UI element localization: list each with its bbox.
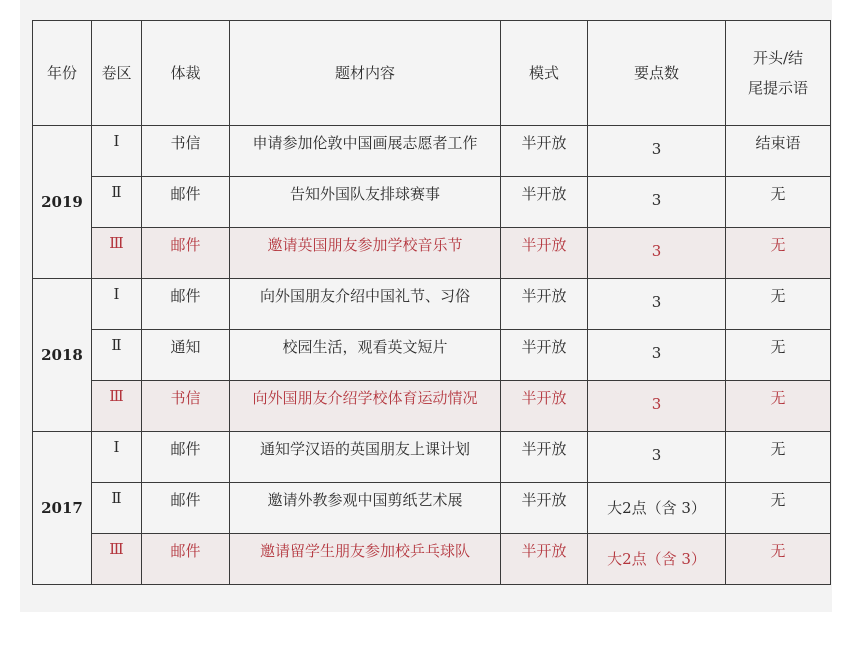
header-year: 年份 [33, 21, 92, 126]
prompt-cell: 无 [726, 177, 831, 228]
topic-cell: 向外国朋友介绍中国礼节、习俗 [230, 279, 501, 330]
table-row [33, 534, 831, 585]
table-row [33, 279, 831, 330]
prompt-cell: 无 [726, 483, 831, 534]
topic-cell: 邀请留学生朋友参加校乒乓球队 [230, 534, 501, 585]
topic-cell: 告知外国队友排球赛事 [230, 177, 501, 228]
mode-cell: 半开放 [501, 126, 588, 177]
topic-cell: 申请参加伦敦中国画展志愿者工作 [230, 126, 501, 177]
header-mode: 模式 [501, 21, 588, 126]
genre-cell: 邮件 [142, 432, 230, 483]
prompt-cell: 无 [726, 381, 831, 432]
table-body [33, 126, 831, 585]
mode-cell: 半开放 [501, 432, 588, 483]
points-cell: 3 [588, 126, 726, 177]
topic-cell: 邀请英国朋友参加学校音乐节 [230, 228, 501, 279]
genre-cell: 邮件 [142, 177, 230, 228]
points-cell: 3 [588, 432, 726, 483]
mode-cell: 半开放 [501, 330, 588, 381]
prompt-cell: 无 [726, 432, 831, 483]
mode-cell: 半开放 [501, 177, 588, 228]
header-prompt [726, 21, 831, 126]
header-topic: 题材内容 [230, 21, 501, 126]
table-row [33, 330, 831, 381]
juan-cell: Ⅲ [92, 534, 142, 585]
juan-cell: Ⅰ [92, 279, 142, 330]
header-juan: 卷区 [92, 21, 142, 126]
juan-cell: Ⅲ [92, 381, 142, 432]
prompt-cell: 无 [726, 330, 831, 381]
points-cell: 3 [588, 228, 726, 279]
juan-cell: Ⅱ [92, 177, 142, 228]
exam-writing-table [32, 20, 831, 585]
year-cell: 2018 [33, 279, 92, 432]
mode-cell: 半开放 [501, 534, 588, 585]
juan-cell: Ⅰ [92, 126, 142, 177]
topic-cell: 校园生活，观看英文短片 [230, 330, 501, 381]
header-points: 要点数 [588, 21, 726, 126]
juan-cell: Ⅲ [92, 228, 142, 279]
prompt-cell: 结束语 [726, 126, 831, 177]
prompt-cell: 无 [726, 228, 831, 279]
genre-cell: 书信 [142, 126, 230, 177]
mode-cell: 半开放 [501, 381, 588, 432]
header-row [33, 21, 831, 126]
table-row [33, 432, 831, 483]
points-cell: 大2点（含 3） [588, 483, 726, 534]
year-cell: 2017 [33, 432, 92, 585]
juan-cell: Ⅱ [92, 483, 142, 534]
points-cell: 大2点（含 3） [588, 534, 726, 585]
points-cell: 3 [588, 279, 726, 330]
points-cell: 3 [588, 381, 726, 432]
genre-cell: 通知 [142, 330, 230, 381]
mode-cell: 半开放 [501, 279, 588, 330]
year-cell: 2019 [33, 126, 92, 279]
document-sheet [20, 0, 832, 612]
header-prompt-line2: 尾提示语 [747, 79, 808, 97]
genre-cell: 邮件 [142, 279, 230, 330]
topic-cell: 邀请外教参观中国剪纸艺术展 [230, 483, 501, 534]
table-row [33, 228, 831, 279]
juan-cell: Ⅰ [92, 432, 142, 483]
table-row [33, 177, 831, 228]
header-prompt-line1: 开头/结 [752, 49, 804, 67]
topic-cell: 向外国朋友介绍学校体育运动情况 [230, 381, 501, 432]
genre-cell: 邮件 [142, 534, 230, 585]
table-row [33, 126, 831, 177]
points-cell: 3 [588, 177, 726, 228]
genre-cell: 邮件 [142, 483, 230, 534]
mode-cell: 半开放 [501, 228, 588, 279]
topic-cell: 通知学汉语的英国朋友上课计划 [230, 432, 501, 483]
table-row [33, 381, 831, 432]
juan-cell: Ⅱ [92, 330, 142, 381]
mode-cell: 半开放 [501, 483, 588, 534]
table-row [33, 483, 831, 534]
genre-cell: 邮件 [142, 228, 230, 279]
prompt-cell: 无 [726, 279, 831, 330]
genre-cell: 书信 [142, 381, 230, 432]
prompt-cell: 无 [726, 534, 831, 585]
points-cell: 3 [588, 330, 726, 381]
header-genre: 体裁 [142, 21, 230, 126]
